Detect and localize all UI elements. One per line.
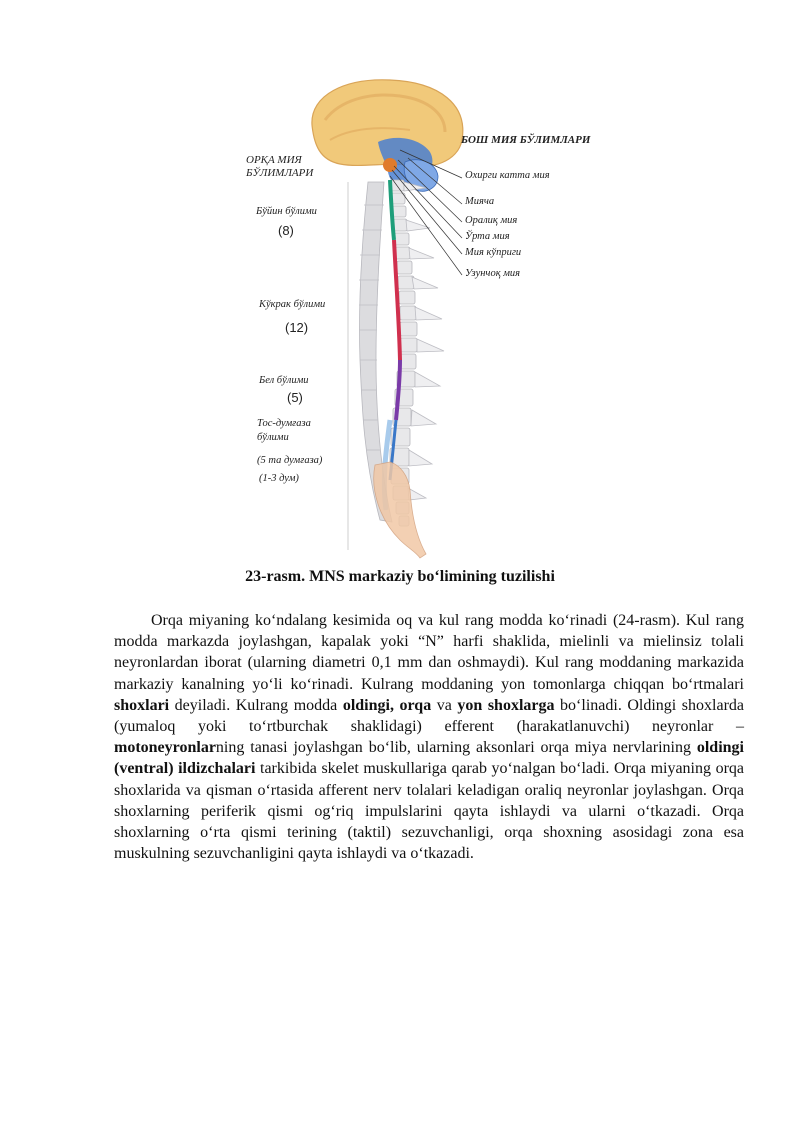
bold-term: oldingi (ventral) ildizchalari xyxy=(114,739,744,778)
bold-term: oldingi, orqa xyxy=(342,696,432,714)
label-sacral-note: (5 та думғаза) xyxy=(257,455,323,466)
label-head-sections: БОШ МИЯ БЎЛИМЛАРИ xyxy=(461,134,591,146)
text-run: bo‘linadi. Oldingi shoxlarda (yumaloq yoki to‘rtburchak shaklidagi) efferent (harakatlanuvchi) neyronlar – xyxy=(114,696,745,736)
label-cervical: Бўйин бўлими xyxy=(256,206,317,217)
label-lumbar-count: (5) xyxy=(287,390,303,405)
text-run: Orqa miyaning ko‘ndalang kesimida oq va kul rang modda ko‘rinadi (24-rasm). Kul rang modda markazda joylashgan, kapalak yoki “N” harfi shaklida, mielinli va mielinsiz tolali neyronlardan iborat (ularning diametri 0,1 mm dan oshmaydi). Kul rang moddaning markazida markaziy kanalning yo‘li ko‘rinadi. Kulrang moddaning yon tomonlarga chiqqan bo‘rtmalari xyxy=(114,612,744,693)
label-sacral-1: Тос-думғаза xyxy=(257,418,311,429)
label-spine-sections-1: ОРҚА МИЯ xyxy=(246,154,302,166)
label-spine-sections-2: БЎЛИМЛАРИ xyxy=(246,167,314,179)
text-run: deyiladi. Kulrang modda xyxy=(169,696,343,714)
label-cerebellum: Мияча xyxy=(465,196,495,207)
label-medulla: Узунчоқ мия xyxy=(465,268,521,279)
sacrum xyxy=(374,462,426,558)
text-run: va xyxy=(431,696,458,714)
label-midbrain: Ўрта мия xyxy=(465,231,510,242)
bold-term: motoneyronlar xyxy=(114,739,216,757)
label-telencephalon: Охирги катта мия xyxy=(465,170,550,181)
label-pons: Мия кўприги xyxy=(465,247,522,258)
body-paragraph xyxy=(114,610,744,864)
bold-term: yon shoxlarga xyxy=(457,696,555,714)
label-lumbar: Бел бўлими xyxy=(259,375,309,386)
label-cervical-count: (8) xyxy=(278,223,294,238)
label-diencephalon: Оралиқ мия xyxy=(465,215,518,226)
label-sacral-2: бўлими xyxy=(257,432,289,443)
cns-figure xyxy=(240,70,640,565)
label-coccyx-note: (1-3 дум) xyxy=(259,473,299,484)
label-thoracic-count: (12) xyxy=(285,320,309,335)
text-run: tarkibida skelet muskullariga qarab yo‘nalgan bo‘ladi. Orqa miyaning orqa shoxlarida va qisman o‘rtasida afferent nerv tolalari keladigan oraliq neyronlar joylashgan. Orqa shoxlarning periferik qismi og‘riq impulslarini qayta ishlaydi va ularni o‘tkazadi. Orqa shoxlarning o‘rta qismi terining (taktil) sezuvchanligi, orqa shoxning asosidagi zona esa muskulning sezuvchanligini qayta ishlaydi va o‘tkazadi. xyxy=(114,760,745,863)
bold-term: shoxlari xyxy=(114,696,170,714)
body-paragraph-container xyxy=(114,610,744,864)
text-run: ning tanasi joylashgan bo‘lib, ularning aksonlari orqa miya nervlarining xyxy=(215,739,697,757)
label-thoracic: Кўкрак бўлими xyxy=(259,299,326,310)
figure-caption: 23-rasm. MNS markaziy bo‘limining tuzilishi xyxy=(245,568,555,585)
